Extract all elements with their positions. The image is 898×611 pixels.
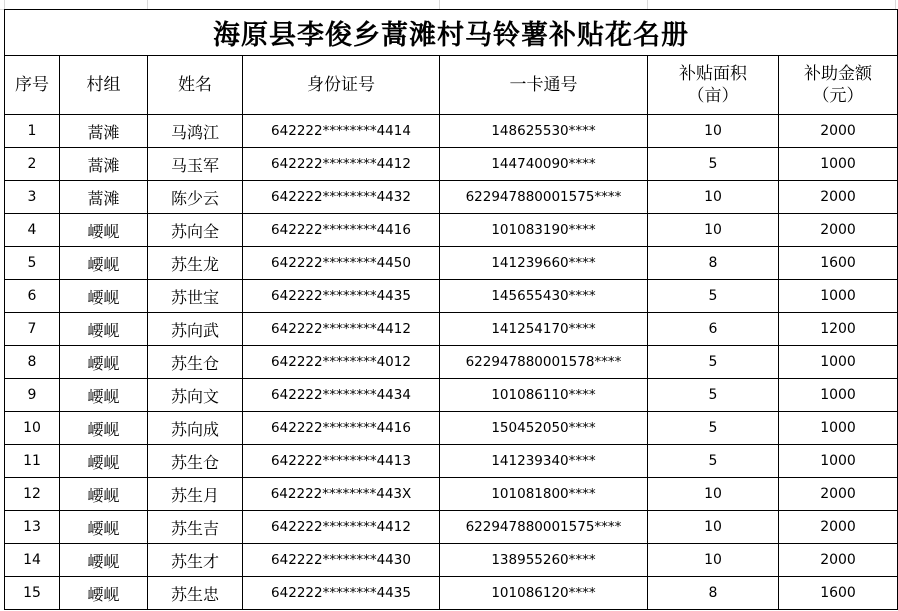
header-amount[interactable] xyxy=(779,56,898,115)
cell-area[interactable]: 5 xyxy=(648,445,779,478)
cell-amount[interactable]: 2000 xyxy=(779,214,898,247)
cell-id-number[interactable]: 642222********4416 xyxy=(243,214,440,247)
cell-card-number[interactable]: 622947880001575**** xyxy=(440,511,648,544)
cell-amount[interactable]: 2000 xyxy=(779,181,898,214)
cell-group[interactable]: 崾岘 xyxy=(60,214,148,247)
cell-amount[interactable]: 1200 xyxy=(779,313,898,346)
cell-group[interactable]: 崾岘 xyxy=(60,511,148,544)
cell-index[interactable]: 6 xyxy=(5,280,60,313)
cell-group[interactable]: 蒿滩 xyxy=(60,181,148,214)
cell-name[interactable]: 苏生才 xyxy=(148,544,243,577)
header-index[interactable]: 序号 xyxy=(5,56,60,115)
cell-area[interactable]: 10 xyxy=(648,478,779,511)
header-group[interactable]: 村组 xyxy=(60,56,148,115)
table-row xyxy=(5,412,898,445)
cell-name[interactable]: 陈少云 xyxy=(148,181,243,214)
subsidy-roster-table xyxy=(4,9,898,610)
sheet-gridline xyxy=(647,0,648,9)
table-row xyxy=(5,313,898,346)
cell-area[interactable]: 10 xyxy=(648,511,779,544)
cell-card-number[interactable]: 141239340**** xyxy=(440,445,648,478)
cell-id-number[interactable]: 642222********4414 xyxy=(243,115,440,148)
cell-id-number[interactable]: 642222********4435 xyxy=(243,280,440,313)
cell-group[interactable]: 蒿滩 xyxy=(60,115,148,148)
cell-area[interactable]: 6 xyxy=(648,313,779,346)
cell-name[interactable]: 苏生吉 xyxy=(148,511,243,544)
cell-name[interactable]: 马玉军 xyxy=(148,148,243,181)
cell-group[interactable]: 崾岘 xyxy=(60,346,148,379)
cell-index[interactable]: 3 xyxy=(5,181,60,214)
cell-group[interactable]: 崾岘 xyxy=(60,577,148,610)
cell-area[interactable]: 5 xyxy=(648,412,779,445)
cell-group[interactable]: 崾岘 xyxy=(60,445,148,478)
cell-area[interactable]: 5 xyxy=(648,346,779,379)
cell-id-number[interactable]: 642222********4450 xyxy=(243,247,440,280)
cell-name[interactable]: 苏向全 xyxy=(148,214,243,247)
sheet-gridline xyxy=(895,0,896,9)
cell-id-number[interactable]: 642222********4416 xyxy=(243,412,440,445)
cell-name[interactable]: 苏生龙 xyxy=(148,247,243,280)
cell-id-number[interactable]: 642222********4412 xyxy=(243,313,440,346)
cell-index[interactable]: 8 xyxy=(5,346,60,379)
cell-group[interactable]: 崾岘 xyxy=(60,412,148,445)
table-row xyxy=(5,247,898,280)
header-amount-line2: （元） xyxy=(812,86,864,106)
cell-id-number[interactable]: 642222********4430 xyxy=(243,544,440,577)
table-row xyxy=(5,115,898,148)
sheet-gridline xyxy=(147,0,148,9)
cell-card-number[interactable]: 141239660**** xyxy=(440,247,648,280)
table-row xyxy=(5,511,898,544)
cell-card-number[interactable]: 101086120**** xyxy=(440,577,648,610)
cell-amount[interactable]: 1600 xyxy=(779,247,898,280)
header-name[interactable]: 姓名 xyxy=(148,56,243,115)
cell-name[interactable]: 苏生仓 xyxy=(148,445,243,478)
cell-card-number[interactable]: 101083190**** xyxy=(440,214,648,247)
cell-group[interactable]: 崾岘 xyxy=(60,280,148,313)
sheet-gridline xyxy=(4,0,5,9)
cell-amount[interactable]: 2000 xyxy=(779,511,898,544)
cell-amount[interactable]: 1000 xyxy=(779,346,898,379)
table-row xyxy=(5,478,898,511)
cell-index[interactable]: 9 xyxy=(5,379,60,412)
cell-card-number[interactable]: 145655430**** xyxy=(440,280,648,313)
cell-card-number[interactable]: 141254170**** xyxy=(440,313,648,346)
cell-amount[interactable]: 1000 xyxy=(779,379,898,412)
header-area[interactable] xyxy=(648,56,779,115)
table-row xyxy=(5,181,898,214)
header-id-number[interactable]: 身份证号 xyxy=(243,56,440,115)
cell-id-number[interactable]: 642222********4412 xyxy=(243,511,440,544)
cell-area[interactable]: 5 xyxy=(648,280,779,313)
cell-id-number[interactable]: 642222********4012 xyxy=(243,346,440,379)
cell-group[interactable]: 崾岘 xyxy=(60,313,148,346)
header-area-line1: 补贴面积 xyxy=(679,64,747,84)
cell-index[interactable]: 15 xyxy=(5,577,60,610)
sheet-gridline xyxy=(439,0,440,9)
cell-index[interactable]: 10 xyxy=(5,412,60,445)
header-amount-line1: 补助金额 xyxy=(804,64,872,84)
cell-id-number[interactable]: 642222********4434 xyxy=(243,379,440,412)
header-area-line2: （亩） xyxy=(687,86,739,106)
cell-name[interactable]: 马鸿江 xyxy=(148,115,243,148)
cell-card-number[interactable]: 150452050**** xyxy=(440,412,648,445)
cell-index[interactable]: 11 xyxy=(5,445,60,478)
cell-card-number[interactable]: 138955260**** xyxy=(440,544,648,577)
cell-amount[interactable]: 2000 xyxy=(779,478,898,511)
cell-id-number[interactable]: 642222********4432 xyxy=(243,181,440,214)
table-row xyxy=(5,148,898,181)
header-card-number[interactable]: 一卡通号 xyxy=(440,56,648,115)
cell-amount[interactable]: 1600 xyxy=(779,577,898,610)
cell-card-number[interactable]: 101081800**** xyxy=(440,478,648,511)
cell-group[interactable]: 崾岘 xyxy=(60,379,148,412)
cell-name[interactable]: 苏向成 xyxy=(148,412,243,445)
cell-card-number[interactable]: 101086110**** xyxy=(440,379,648,412)
cell-index[interactable]: 4 xyxy=(5,214,60,247)
cell-name[interactable]: 苏向文 xyxy=(148,379,243,412)
cell-area[interactable]: 8 xyxy=(648,577,779,610)
cell-amount[interactable]: 1000 xyxy=(779,412,898,445)
cell-card-number[interactable]: 622947880001575**** xyxy=(440,181,648,214)
cell-index[interactable]: 7 xyxy=(5,313,60,346)
cell-area[interactable]: 10 xyxy=(648,214,779,247)
table-row xyxy=(5,544,898,577)
cell-group[interactable]: 蒿滩 xyxy=(60,148,148,181)
cell-index[interactable]: 1 xyxy=(5,115,60,148)
cell-name[interactable]: 苏生忠 xyxy=(148,577,243,610)
cell-amount[interactable]: 1000 xyxy=(779,148,898,181)
cell-area[interactable]: 5 xyxy=(648,379,779,412)
cell-area[interactable]: 10 xyxy=(648,115,779,148)
table-row xyxy=(5,280,898,313)
cell-amount[interactable]: 1000 xyxy=(779,445,898,478)
table-row xyxy=(5,346,898,379)
cell-index[interactable]: 12 xyxy=(5,478,60,511)
cell-card-number[interactable]: 144740090**** xyxy=(440,148,648,181)
cell-amount[interactable]: 1000 xyxy=(779,280,898,313)
table-row xyxy=(5,214,898,247)
table-row xyxy=(5,379,898,412)
cell-area[interactable]: 8 xyxy=(648,247,779,280)
cell-amount[interactable]: 2000 xyxy=(779,115,898,148)
cell-group[interactable]: 崾岘 xyxy=(60,478,148,511)
cell-card-number[interactable]: 622947880001578**** xyxy=(440,346,648,379)
cell-name[interactable]: 苏生仓 xyxy=(148,346,243,379)
cell-area[interactable]: 10 xyxy=(648,181,779,214)
cell-id-number[interactable]: 642222********443X xyxy=(243,478,440,511)
cell-name[interactable]: 苏生月 xyxy=(148,478,243,511)
cell-amount[interactable]: 2000 xyxy=(779,544,898,577)
cell-id-number[interactable]: 642222********4413 xyxy=(243,445,440,478)
cell-group[interactable]: 崾岘 xyxy=(60,544,148,577)
cell-area[interactable]: 5 xyxy=(648,148,779,181)
cell-group[interactable]: 崾岘 xyxy=(60,247,148,280)
cell-index[interactable]: 2 xyxy=(5,148,60,181)
cell-index[interactable]: 13 xyxy=(5,511,60,544)
cell-area[interactable]: 10 xyxy=(648,544,779,577)
table-row xyxy=(5,445,898,478)
table-row xyxy=(5,577,898,610)
cell-name[interactable]: 苏向武 xyxy=(148,313,243,346)
cell-name[interactable]: 苏世宝 xyxy=(148,280,243,313)
table-title[interactable]: 海原县李俊乡蒿滩村马铃薯补贴花名册 xyxy=(5,10,898,56)
cell-id-number[interactable]: 642222********4435 xyxy=(243,577,440,610)
cell-id-number[interactable]: 642222********4412 xyxy=(243,148,440,181)
cell-index[interactable]: 5 xyxy=(5,247,60,280)
cell-card-number[interactable]: 148625530**** xyxy=(440,115,648,148)
cell-index[interactable]: 14 xyxy=(5,544,60,577)
